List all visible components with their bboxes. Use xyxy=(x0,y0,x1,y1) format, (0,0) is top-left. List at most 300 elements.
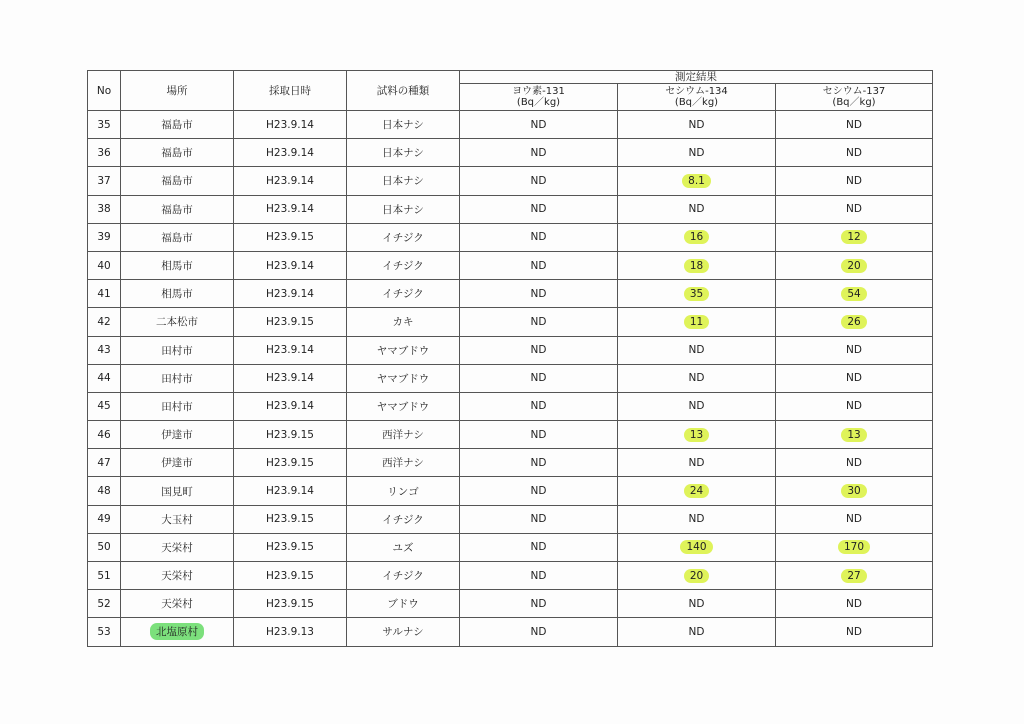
cell-cs137-highlighted-value: 27 xyxy=(841,569,866,583)
cell-i131-value: ND xyxy=(530,146,547,159)
cell-i131 xyxy=(460,590,618,618)
cell-no xyxy=(88,223,121,251)
cell-place xyxy=(121,421,234,449)
cell-place-highlighted-value: 北塩原村 xyxy=(150,623,204,640)
table-row xyxy=(88,111,933,139)
cell-i131 xyxy=(460,562,618,590)
cell-i131 xyxy=(460,223,618,251)
cell-date xyxy=(234,364,347,392)
cell-cs137 xyxy=(776,223,933,251)
cell-no xyxy=(88,477,121,505)
cell-cs134-value: ND xyxy=(688,372,705,385)
cell-cs137 xyxy=(776,533,933,561)
cell-cs134-highlighted-value: 24 xyxy=(684,484,709,498)
header-measurement-results: 測定結果 xyxy=(460,71,933,84)
cell-place xyxy=(121,392,234,420)
cell-no-value: 37 xyxy=(97,174,111,187)
table-row xyxy=(88,421,933,449)
cell-date xyxy=(234,139,347,167)
cell-no xyxy=(88,167,121,195)
cell-no-value: 47 xyxy=(97,456,111,469)
cell-place xyxy=(121,505,234,533)
cell-no xyxy=(88,336,121,364)
cell-cs137-value: ND xyxy=(846,456,862,469)
cell-cs137 xyxy=(776,449,933,477)
cell-no xyxy=(88,139,121,167)
cell-cs134 xyxy=(618,308,776,336)
cell-date-value: H23.9.14 xyxy=(266,344,314,357)
cell-cs134 xyxy=(618,111,776,139)
cell-cs137 xyxy=(776,280,933,308)
cell-i131 xyxy=(460,505,618,533)
cell-i131 xyxy=(460,308,618,336)
cell-i131-value: ND xyxy=(530,541,547,554)
cell-place xyxy=(121,223,234,251)
cell-i131 xyxy=(460,477,618,505)
cell-no xyxy=(88,364,121,392)
cell-cs134-highlighted-value: 8.1 xyxy=(682,174,711,188)
cell-cs137-highlighted-value: 54 xyxy=(841,287,866,301)
cell-date xyxy=(234,618,347,646)
cell-i131-value: ND xyxy=(530,597,547,610)
table-row xyxy=(88,223,933,251)
cell-i131-value: ND xyxy=(530,231,547,244)
cell-cs137 xyxy=(776,618,933,646)
cell-place-value: 天栄村 xyxy=(161,570,193,583)
cell-sample-type xyxy=(347,618,460,646)
cell-i131 xyxy=(460,392,618,420)
table-row xyxy=(88,562,933,590)
cell-sample-type xyxy=(347,139,460,167)
table-row xyxy=(88,590,933,618)
cell-no xyxy=(88,533,121,561)
cell-date xyxy=(234,449,347,477)
cell-sample-type-value: イチジク xyxy=(382,570,424,583)
cell-place xyxy=(121,280,234,308)
cell-cs137-highlighted-value: 12 xyxy=(841,230,866,244)
cell-cs134 xyxy=(618,590,776,618)
cell-i131 xyxy=(460,533,618,561)
header-i131-unit: (Bq／kg) xyxy=(516,97,561,108)
header-i131 xyxy=(460,84,618,111)
header-no: No xyxy=(88,71,121,111)
cell-date-value: H23.9.15 xyxy=(266,513,314,526)
cell-date-value: H23.9.15 xyxy=(266,231,314,244)
cell-date xyxy=(234,251,347,279)
cell-sample-type xyxy=(347,336,460,364)
cell-cs134 xyxy=(618,618,776,646)
cell-sample-type xyxy=(347,223,460,251)
cell-date-value: H23.9.15 xyxy=(266,315,314,328)
cell-sample-type xyxy=(347,590,460,618)
cell-cs137-value: ND xyxy=(846,203,862,216)
cell-i131-value: ND xyxy=(530,287,547,300)
cell-sample-type-value: イチジク xyxy=(382,288,424,301)
cell-cs134 xyxy=(618,167,776,195)
cell-cs134-value: ND xyxy=(688,400,705,413)
cell-i131 xyxy=(460,364,618,392)
cell-cs134 xyxy=(618,139,776,167)
cell-sample-type-value: ユズ xyxy=(392,541,414,554)
cell-sample-type xyxy=(347,251,460,279)
cell-cs137 xyxy=(776,195,933,223)
cell-cs134 xyxy=(618,392,776,420)
cell-sample-type-value: 日本ナシ xyxy=(382,147,424,160)
cell-cs137 xyxy=(776,251,933,279)
table-header xyxy=(88,71,933,111)
cell-cs134-highlighted-value: 16 xyxy=(684,230,709,244)
cell-cs134 xyxy=(618,533,776,561)
cell-sample-type-value: 日本ナシ xyxy=(382,203,424,216)
cell-date xyxy=(234,223,347,251)
cell-cs137 xyxy=(776,477,933,505)
cell-cs134-highlighted-value: 20 xyxy=(684,569,709,583)
cell-date-value: H23.9.14 xyxy=(266,259,314,272)
table-row xyxy=(88,336,933,364)
cell-sample-type xyxy=(347,111,460,139)
cell-cs137-highlighted-value: 20 xyxy=(841,259,866,273)
header-cs137-unit: (Bq／kg) xyxy=(832,97,876,108)
table-row xyxy=(88,477,933,505)
cell-date xyxy=(234,167,347,195)
cell-date xyxy=(234,308,347,336)
cell-cs137-value: ND xyxy=(846,146,862,159)
cell-cs134-value: ND xyxy=(688,203,705,216)
cell-i131-value: ND xyxy=(530,625,547,638)
cell-cs137-value: ND xyxy=(846,597,862,610)
cell-date-value: H23.9.14 xyxy=(266,287,314,300)
cell-place-value: 福島市 xyxy=(161,203,193,216)
cell-i131 xyxy=(460,195,618,223)
cell-no-value: 38 xyxy=(97,203,111,216)
cell-place-value: 天栄村 xyxy=(161,541,193,554)
cell-no xyxy=(88,308,121,336)
cell-place-value: 大玉村 xyxy=(161,513,193,526)
cell-no xyxy=(88,562,121,590)
cell-cs137-value: ND xyxy=(846,344,862,357)
cell-no-value: 52 xyxy=(97,597,111,610)
cell-sample-type xyxy=(347,308,460,336)
cell-no xyxy=(88,590,121,618)
cell-sample-type-value: イチジク xyxy=(382,231,424,244)
cell-no-value: 42 xyxy=(97,315,111,328)
cell-i131-value: ND xyxy=(530,456,547,469)
header-sample-type: 試料の種類 xyxy=(347,71,460,111)
cell-i131-value: ND xyxy=(530,428,547,441)
cell-cs134 xyxy=(618,223,776,251)
cell-no xyxy=(88,449,121,477)
cell-no-value: 35 xyxy=(97,118,111,131)
cell-place xyxy=(121,251,234,279)
cell-cs137 xyxy=(776,308,933,336)
cell-no xyxy=(88,421,121,449)
cell-i131-value: ND xyxy=(530,344,547,357)
table-row xyxy=(88,449,933,477)
table-row xyxy=(88,195,933,223)
cell-place xyxy=(121,139,234,167)
cell-place-value: 田村市 xyxy=(161,344,193,357)
header-cs134-unit: (Bq／kg) xyxy=(674,97,719,108)
cell-no-value: 46 xyxy=(97,428,111,441)
cell-place-value: 伊達市 xyxy=(161,429,193,442)
cell-place-value: 田村市 xyxy=(161,372,193,385)
cell-cs134-highlighted-value: 35 xyxy=(684,287,709,301)
cell-cs134-value: ND xyxy=(688,456,705,469)
cell-cs134 xyxy=(618,195,776,223)
table-row xyxy=(88,251,933,279)
cell-date xyxy=(234,195,347,223)
cell-no-value: 43 xyxy=(97,344,111,357)
table-body xyxy=(88,111,933,647)
cell-date-value: H23.9.13 xyxy=(266,625,314,638)
table-row xyxy=(88,392,933,420)
cell-place xyxy=(121,195,234,223)
cell-sample-type xyxy=(347,421,460,449)
cell-cs134 xyxy=(618,251,776,279)
cell-sample-type-value: 日本ナシ xyxy=(382,119,424,132)
cell-place-value: 相馬市 xyxy=(161,288,193,301)
cell-cs134-value: ND xyxy=(688,118,705,131)
cell-date xyxy=(234,421,347,449)
cell-sample-type-value: カキ xyxy=(392,316,414,329)
cell-sample-type xyxy=(347,533,460,561)
cell-place-value: 福島市 xyxy=(161,175,193,188)
table-row xyxy=(88,167,933,195)
cell-sample-type-value: イチジク xyxy=(382,260,424,273)
cell-date-value: H23.9.14 xyxy=(266,203,314,216)
cell-i131 xyxy=(460,280,618,308)
cell-cs137-highlighted-value: 26 xyxy=(841,315,866,329)
cell-place-value: 福島市 xyxy=(161,231,193,244)
cell-no-value: 36 xyxy=(97,146,111,159)
cell-i131 xyxy=(460,449,618,477)
cell-no-value: 40 xyxy=(97,259,111,272)
cell-i131-value: ND xyxy=(530,118,547,131)
cell-cs134 xyxy=(618,280,776,308)
cell-no xyxy=(88,251,121,279)
cell-no xyxy=(88,505,121,533)
cell-cs134 xyxy=(618,505,776,533)
cell-date xyxy=(234,280,347,308)
measurement-table xyxy=(87,70,933,647)
cell-date-value: H23.9.15 xyxy=(266,569,314,582)
cell-i131 xyxy=(460,111,618,139)
cell-cs134 xyxy=(618,336,776,364)
cell-date xyxy=(234,533,347,561)
cell-sample-type xyxy=(347,505,460,533)
header-cs137-label: セシウム-137 xyxy=(822,86,886,97)
cell-sample-type xyxy=(347,364,460,392)
cell-place xyxy=(121,336,234,364)
header-cs134-label: セシウム-134 xyxy=(665,86,728,97)
cell-date-value: H23.9.14 xyxy=(266,146,314,159)
cell-cs137 xyxy=(776,392,933,420)
cell-date xyxy=(234,392,347,420)
cell-date-value: H23.9.15 xyxy=(266,428,314,441)
cell-sample-type xyxy=(347,562,460,590)
cell-cs134-highlighted-value: 13 xyxy=(684,428,709,442)
cell-cs134-value: ND xyxy=(688,344,705,357)
cell-cs137 xyxy=(776,111,933,139)
cell-cs137 xyxy=(776,590,933,618)
cell-date xyxy=(234,336,347,364)
cell-cs134 xyxy=(618,364,776,392)
cell-cs137-value: ND xyxy=(846,118,862,131)
table-row xyxy=(88,308,933,336)
header-cs134 xyxy=(618,84,776,111)
cell-no-value: 48 xyxy=(97,485,111,498)
cell-no-value: 49 xyxy=(97,513,111,526)
cell-cs137 xyxy=(776,421,933,449)
cell-place-value: 田村市 xyxy=(161,400,193,413)
cell-date-value: H23.9.14 xyxy=(266,174,314,187)
cell-place xyxy=(121,111,234,139)
cell-sample-type xyxy=(347,195,460,223)
cell-i131-value: ND xyxy=(530,569,547,582)
cell-cs137-highlighted-value: 170 xyxy=(838,540,870,554)
cell-date-value: H23.9.14 xyxy=(266,118,314,131)
cell-date xyxy=(234,111,347,139)
cell-place xyxy=(121,449,234,477)
cell-cs137-highlighted-value: 30 xyxy=(841,484,866,498)
cell-sample-type xyxy=(347,477,460,505)
cell-cs137-value: ND xyxy=(846,513,862,526)
cell-cs137 xyxy=(776,364,933,392)
header-cs137 xyxy=(776,84,933,111)
cell-cs137 xyxy=(776,139,933,167)
cell-place-value: 福島市 xyxy=(161,147,193,160)
cell-cs137 xyxy=(776,505,933,533)
header-i131-label: ヨウ素-131 xyxy=(512,86,565,97)
cell-i131 xyxy=(460,421,618,449)
cell-i131-value: ND xyxy=(530,259,547,272)
cell-place xyxy=(121,167,234,195)
cell-cs137-value: ND xyxy=(846,174,862,187)
header-place: 場所 xyxy=(121,71,234,111)
cell-no-value: 39 xyxy=(97,231,111,244)
cell-cs134-highlighted-value: 140 xyxy=(680,540,712,554)
cell-sample-type xyxy=(347,449,460,477)
cell-place xyxy=(121,533,234,561)
cell-sample-type xyxy=(347,280,460,308)
cell-no xyxy=(88,195,121,223)
cell-i131 xyxy=(460,618,618,646)
cell-date xyxy=(234,477,347,505)
table-row xyxy=(88,280,933,308)
cell-cs134-highlighted-value: 18 xyxy=(684,259,709,273)
cell-i131 xyxy=(460,251,618,279)
table-row xyxy=(88,139,933,167)
cell-i131 xyxy=(460,336,618,364)
cell-no xyxy=(88,618,121,646)
cell-sample-type-value: 西洋ナシ xyxy=(382,457,424,470)
cell-cs134-value: ND xyxy=(688,146,705,159)
cell-sample-type-value: 日本ナシ xyxy=(382,175,424,188)
cell-place-value: 福島市 xyxy=(161,119,193,132)
cell-place-value: 二本松市 xyxy=(156,316,198,329)
cell-no xyxy=(88,392,121,420)
cell-date xyxy=(234,562,347,590)
cell-cs134-value: ND xyxy=(688,513,705,526)
header-date: 採取日時 xyxy=(234,71,347,111)
cell-no xyxy=(88,111,121,139)
cell-i131 xyxy=(460,167,618,195)
cell-cs134-value: ND xyxy=(688,625,705,638)
cell-cs137-value: ND xyxy=(846,625,862,638)
cell-date-value: H23.9.15 xyxy=(266,541,314,554)
cell-no-value: 51 xyxy=(97,569,111,582)
cell-no-value: 50 xyxy=(97,541,111,554)
cell-cs137-value: ND xyxy=(846,372,862,385)
cell-place-value: 天栄村 xyxy=(161,598,193,611)
cell-date-value: H23.9.15 xyxy=(266,597,314,610)
cell-date-value: H23.9.14 xyxy=(266,485,314,498)
cell-place xyxy=(121,618,234,646)
table-row xyxy=(88,505,933,533)
cell-place xyxy=(121,477,234,505)
cell-cs134 xyxy=(618,477,776,505)
cell-cs134 xyxy=(618,562,776,590)
cell-place-value: 相馬市 xyxy=(161,260,193,273)
cell-cs134-highlighted-value: 11 xyxy=(684,315,709,329)
cell-i131-value: ND xyxy=(530,315,547,328)
table-row xyxy=(88,618,933,646)
table-row xyxy=(88,533,933,561)
cell-sample-type-value: ブドウ xyxy=(387,598,419,611)
cell-i131-value: ND xyxy=(530,174,547,187)
cell-place-value: 国見町 xyxy=(161,485,193,498)
cell-cs137-value: ND xyxy=(846,400,862,413)
cell-place xyxy=(121,364,234,392)
cell-date-value: H23.9.14 xyxy=(266,400,314,413)
cell-no-value: 44 xyxy=(97,372,111,385)
cell-sample-type-value: イチジク xyxy=(382,513,424,526)
cell-place-value: 伊達市 xyxy=(161,457,193,470)
table-row xyxy=(88,364,933,392)
cell-place xyxy=(121,562,234,590)
cell-date-value: H23.9.15 xyxy=(266,456,314,469)
cell-sample-type-value: ヤマブドウ xyxy=(376,344,430,357)
cell-cs137 xyxy=(776,336,933,364)
cell-i131-value: ND xyxy=(530,485,547,498)
cell-sample-type-value: 西洋ナシ xyxy=(382,429,424,442)
cell-i131-value: ND xyxy=(530,400,547,413)
cell-sample-type-value: ヤマブドウ xyxy=(376,400,430,413)
cell-i131-value: ND xyxy=(530,203,547,216)
cell-date-value: H23.9.14 xyxy=(266,372,314,385)
cell-cs137 xyxy=(776,562,933,590)
cell-no-value: 45 xyxy=(97,400,111,413)
cell-sample-type xyxy=(347,167,460,195)
cell-cs134 xyxy=(618,421,776,449)
cell-sample-type-value: ヤマブドウ xyxy=(376,372,430,385)
cell-cs134-value: ND xyxy=(688,597,705,610)
cell-date xyxy=(234,590,347,618)
cell-no xyxy=(88,280,121,308)
cell-i131 xyxy=(460,139,618,167)
cell-cs137 xyxy=(776,167,933,195)
cell-place xyxy=(121,590,234,618)
cell-no-value: 53 xyxy=(97,625,111,638)
cell-sample-type-value: サルナシ xyxy=(382,626,424,639)
cell-cs134 xyxy=(618,449,776,477)
cell-no-value: 41 xyxy=(97,287,111,300)
cell-sample-type-value: リンゴ xyxy=(387,485,419,498)
cell-place xyxy=(121,308,234,336)
cell-cs137-highlighted-value: 13 xyxy=(841,428,866,442)
cell-i131-value: ND xyxy=(530,513,547,526)
cell-sample-type xyxy=(347,392,460,420)
